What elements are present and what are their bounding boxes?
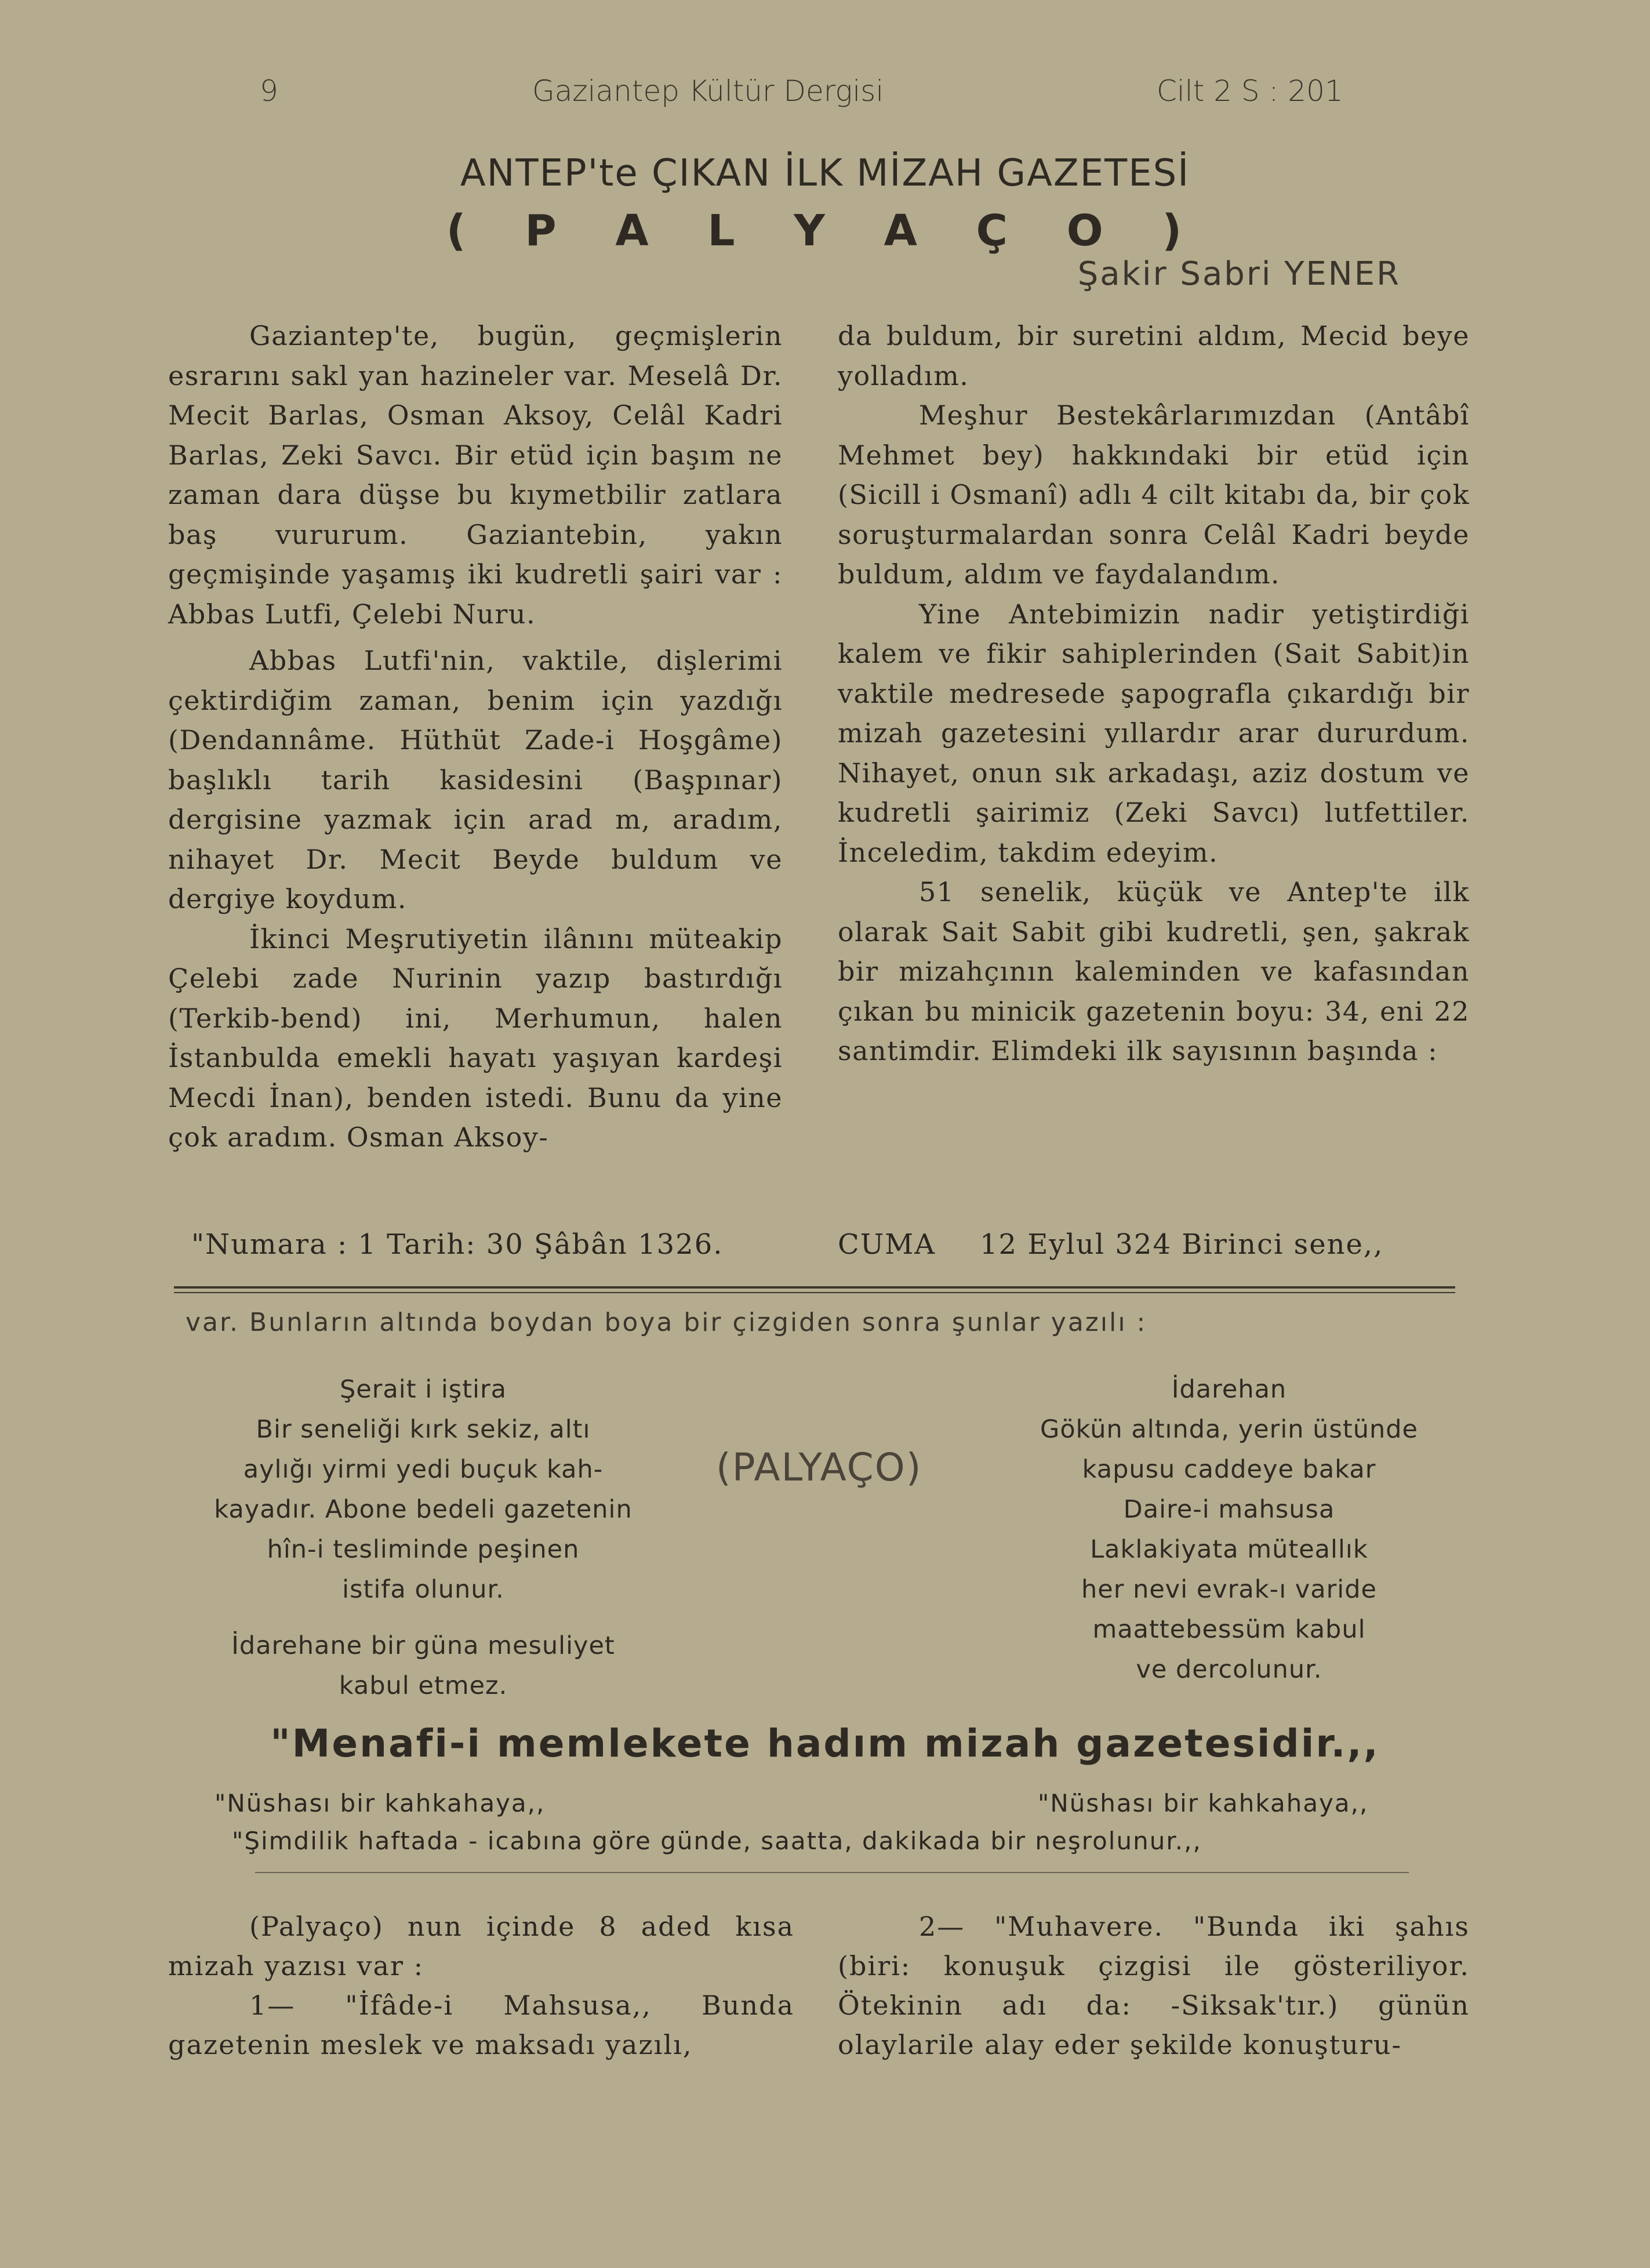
- condition-line: Şerait i iştira: [339, 1375, 507, 1404]
- office-line: İdarehan: [1171, 1375, 1287, 1404]
- office-line: Daire-i mahsusa: [1123, 1495, 1335, 1524]
- paragraph: 1— "İfâde-i Mahsusa,, Bunda gazetenin meslek ve maksadı yazılı,: [168, 1990, 794, 2060]
- paragraph: Gaziantep'te, bugün, geçmişlerin esrarını sakl yan hazineler var. Meselâ Dr. Mecit Barlas, Osman Aksoy, Celâl Kadri Barlas, Zeki Savcı. Bir etüd için başım ne zaman dara düşse bu kıymetbilir zatlara baş vururum. Gaziantebin, yakın geçmişinde yaşamış iki kudretli şairi var : Abbas Lutfi, Çelebi Nuru.: [168, 320, 783, 630]
- masthead-day: CUMA: [838, 1228, 936, 1261]
- office-block: [980, 1370, 1478, 1690]
- article-subtitle: ( P A L Y A Ç O ): [446, 206, 1204, 256]
- condition-line: Bir seneliği kırk sekiz, altı: [256, 1415, 591, 1444]
- publication-frequency: "Şimdilik haftada - icabına göre günde, saatta, dakikada bir neşrolunur.,,: [232, 1827, 1202, 1855]
- paragraph: Meşhur Bestekârlarımızdan (Antâbî Mehmet bey) hakkındaki bir etüd için (Sicill i Osmanî) adlı 4 cilt kitabı da, bir çok soruşturmalardan sonra Celâl Kadri beyde buldum, aldım ve faydalandım.: [838, 400, 1470, 590]
- center-logo: (PALYAÇO): [716, 1445, 922, 1490]
- paragraph: (Palyaço) nun içinde 8 aded kısa mizah yazısı var :: [168, 1911, 794, 1982]
- bottom-left-column: [168, 1907, 794, 2064]
- article-author: Şakir Sabri YENER: [1077, 255, 1401, 293]
- office-line: Gökün altında, yerin üstünde: [1040, 1415, 1418, 1444]
- office-line: Laklakiyata müteallık: [1090, 1535, 1368, 1564]
- right-column: [838, 316, 1470, 1071]
- motto: "Menafi-i memlekete hadım mizah gazetesidir.,,: [270, 1721, 1380, 1766]
- divider-line-2: [174, 1292, 1455, 1293]
- paragraph: 51 senelik, küçük ve Antep'te ilk olarak Sait Sabit gibi kudretli, şen, şakrak bir mizahçının kaleminden ve kafasından çıkan bu minicik gazetenin boyu: 34, eni 22 santimdir. Elimdeki ilk sayısının başında :: [838, 876, 1470, 1066]
- paragraph: Yine Antebimizin nadir yetiştirdiği kalem ve fikir sahiplerinden (Sait Sabit)in vaktile medresede şapografla çıkardığı bir mizah gazetesini yıllardır arar dururdum. Nihayet, onun sık arkadaşı, aziz dostum ve kudretli şairimiz (Zeki Savcı) lutfettiler. İnceledim, takdim edeyim.: [838, 598, 1470, 868]
- office-line: ve dercolunur.: [1136, 1655, 1322, 1684]
- office-line: her nevi evrak-ı varide: [1081, 1575, 1377, 1604]
- bottom-right-column: [838, 1907, 1470, 2064]
- page-number: 9: [260, 74, 278, 108]
- page-header: [0, 74, 1650, 126]
- masthead-number: "Numara : 1 Tarih: 30 Şâbân 1326.: [191, 1228, 724, 1261]
- masthead-date: 12 Eylul 324 Birinci sene,,: [980, 1228, 1384, 1261]
- office-line: maattebessüm kabul: [1092, 1615, 1366, 1644]
- condition-line: aylığı yirmi yedi buçuk kah-: [243, 1455, 604, 1484]
- paragraph: da buldum, bir suretini aldım, Mecid beye yolladım.: [838, 320, 1470, 391]
- journal-name: Gaziantep Kültür Dergisi: [532, 74, 884, 108]
- condition-line: kabul etmez.: [339, 1671, 508, 1700]
- condition-line: kayadır. Abone bedeli gazetenin: [214, 1495, 633, 1524]
- intro-line: var. Bunların altında boydan boya bir çizgiden sonra şunlar yazılı :: [186, 1308, 1147, 1337]
- condition-line: istifa olunur.: [342, 1575, 504, 1604]
- condition-line: İdarehane bir güna mesuliyet: [231, 1631, 615, 1660]
- nusha-left: "Nüshası bir kahkahaya,,: [215, 1789, 546, 1817]
- paragraph: Abbas Lutfi'nin, vaktile, dişlerimi çektirdiğim zaman, benim için yazdığı (Dendannâme. Hüthüt Zade-i Hoşgâme) başlıklı tarih kasidesini (Başpınar) dergisine yazmak için arad m, aradım, nihayet Dr. Mecit Beyde buldum ve dergiye koydum.: [168, 645, 783, 915]
- nusha-right: "Nüshası bir kahkahaya,,: [1038, 1789, 1369, 1817]
- article-title: ANTEP'te ÇIKAN İLK MİZAH GAZETESİ: [460, 152, 1190, 195]
- office-line: kapusu caddeye bakar: [1082, 1455, 1376, 1484]
- paragraph: İkinci Meşrutiyetin ilânını müteakip Çelebi zade Nurinin yazıp bastırdığı (Terkib-bend) ini, Merhumun, halen İstanbulda emekli hayatı yaşıyan kardeşi Mecdi İnan), benden istedi. Bunu da yine çok aradım. Osman Aksoy-: [168, 923, 783, 1153]
- volume-issue: Cilt 2 S : 201: [1157, 74, 1343, 108]
- subscription-conditions: [174, 1370, 673, 1706]
- condition-line: hîn-i tesliminde peşinen: [267, 1535, 580, 1564]
- divider-line: [174, 1286, 1455, 1289]
- left-column: [168, 316, 783, 1157]
- paragraph: 2— "Muhavere. "Bunda iki şahıs (biri: konuşuk çizgisi ile gösteriliyor. Ötekinin adı da: -Siksak'tır.) günün olaylarile alay eder şekilde konuşturu-: [838, 1911, 1470, 2060]
- divider-line-3: [255, 1872, 1409, 1873]
